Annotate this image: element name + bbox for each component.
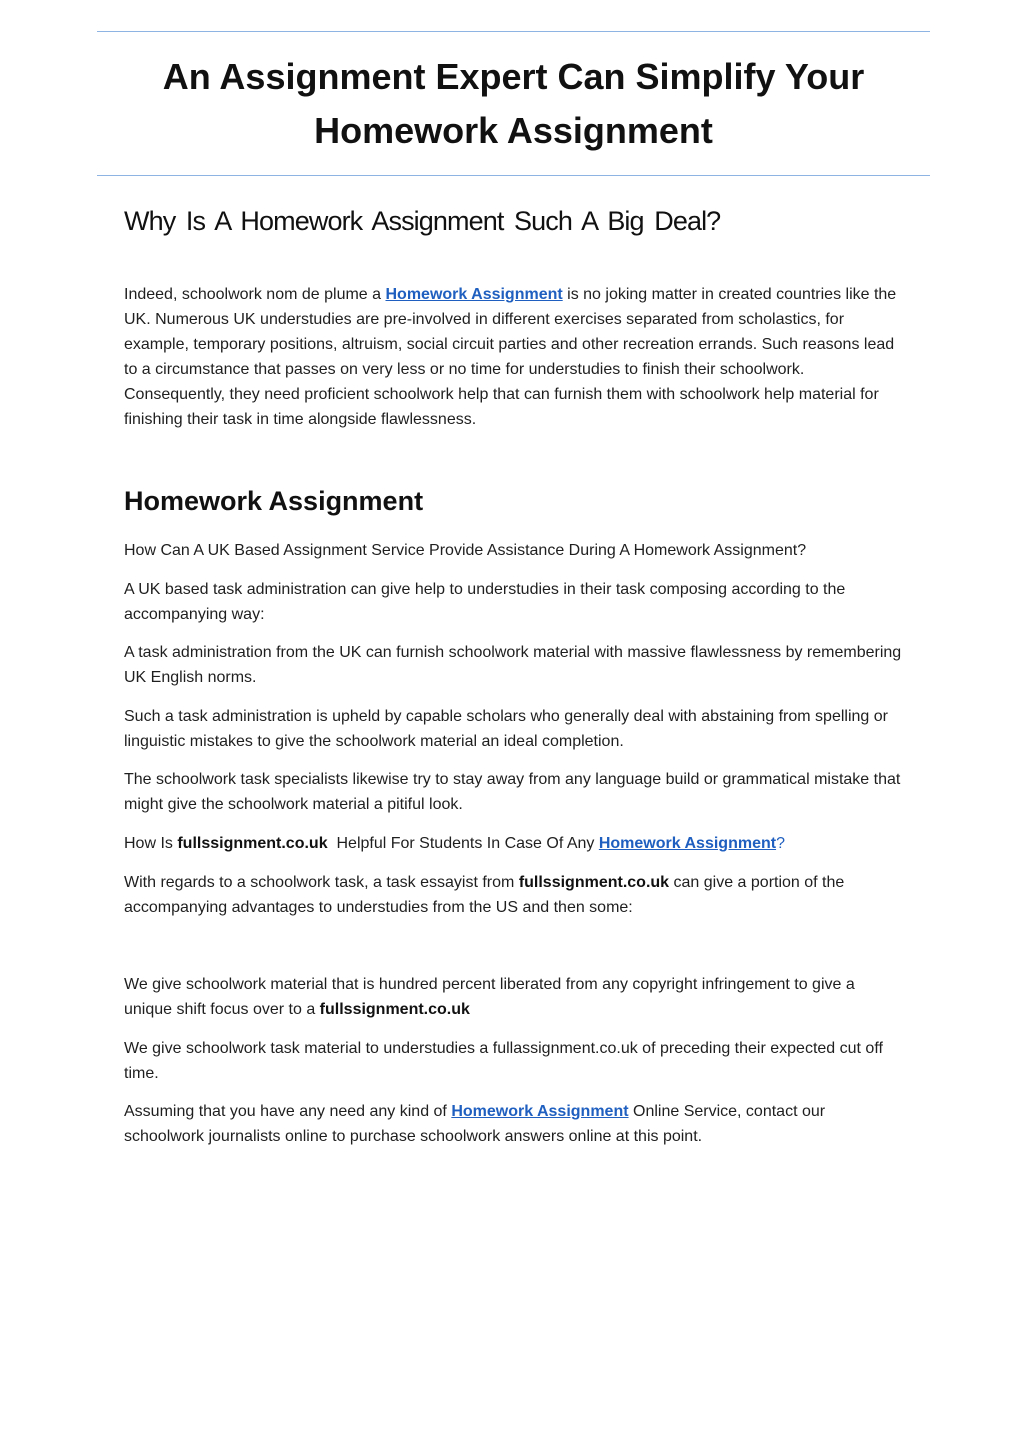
intro-text-start: Indeed, schoolwork nom de plume a [124, 286, 386, 303]
homework-assignment-link-1[interactable]: Homework Assignment [385, 286, 563, 303]
p9-text-start: Assuming that you have any need any kind of [124, 1103, 452, 1120]
paragraph-copyright [124, 972, 904, 1022]
paragraph-uk-english: A task administration from the UK can furnish schoolwork material with massive flawlessness by remembering UK English norms. [124, 644, 902, 686]
question-fullssignment [124, 831, 904, 856]
paragraph-deadline: We give schoolwork task material to understudies a fullassignment.co.uk of preceding their expected cut off time. [124, 1040, 883, 1082]
intro-paragraph [124, 282, 904, 432]
section-heading-why: Why Is A Homework Assignment Such A Big Deal? [124, 206, 721, 236]
question-uk-service: How Can A UK Based Assignment Service Provide Assistance During A Homework Assignment? [124, 542, 807, 559]
p6-text-start: With regards to a schoolwork task, a task essayist from [124, 874, 519, 891]
site-name-bold: fullssignment.co.uk [319, 1001, 470, 1018]
document-title [97, 50, 930, 158]
p9-text-rest: Online Service, contact our schoolwork journalists online to purchase schoolwork answers online at this point. [124, 1103, 826, 1145]
title-line-2: Homework Assignment [314, 110, 713, 151]
q2-text-start: How Is [124, 835, 178, 852]
title-top-rule [97, 31, 930, 32]
title-bottom-rule [97, 175, 930, 176]
title-line-1: An Assignment Expert Can Simplify Your [162, 56, 865, 97]
q2-text-middle: Helpful For Students In Case Of Any [327, 835, 599, 852]
paragraph-capable-scholars: Such a task administration is upheld by capable scholars who generally deal with abstaining from spelling or linguistic mistakes to give the schoolwork material an ideal completion. [124, 708, 888, 750]
paragraph-contact [124, 1099, 904, 1149]
q2-question-mark: ? [776, 835, 785, 852]
paragraph-uk-based: A UK based task administration can give help to understudies in their task composing according to the accompanying way: [124, 581, 846, 623]
paragraph-essayist [124, 870, 904, 920]
site-name-bold: fullssignment.co.uk [177, 835, 328, 852]
site-name-bold: fullssignment.co.uk [518, 874, 670, 891]
p7-text-start: We give schoolwork material that is hundred percent liberated from any copyright infringement to give a unique shift focus over to a [124, 976, 855, 1018]
section-heading-homework: Homework Assignment [124, 486, 424, 516]
homework-assignment-link-3[interactable]: Homework Assignment [451, 1103, 629, 1120]
homework-assignment-link-2[interactable]: Homework Assignment [598, 835, 777, 852]
intro-text-rest: is no joking matter in created countries like the UK. Numerous UK understudies are pre-involved in different exercises separated from scholastics, for example, temporary positions, altruism, social circuit parties and other recreation errands. Such reasons lead to a circumstance that passes on very less or no time for understudies to finish their schoolwork. Consequently, they need proficient schoolwork help that can furnish them with schoolwork help material for finishing their task in time alongside flawlessness. [124, 286, 897, 428]
paragraph-specialists: The schoolwork task specialists likewise try to stay away from any language build or grammatical mistake that might give the schoolwork material a pitiful look. [124, 771, 901, 813]
p6-text-rest: can give a portion of the accompanying advantages to understudies from the US and then some: [124, 874, 845, 916]
